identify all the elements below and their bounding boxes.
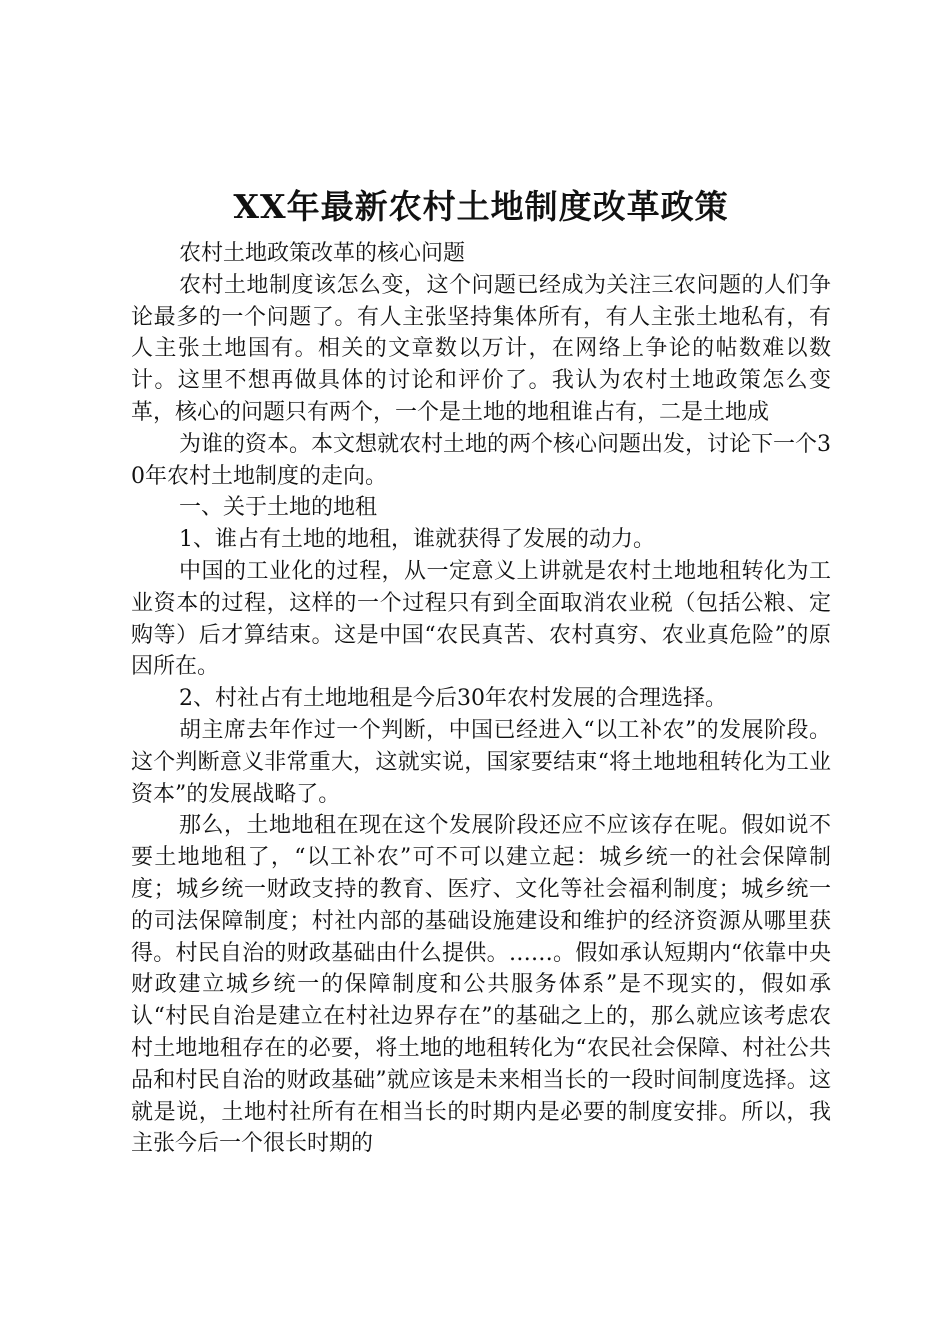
paragraph-intro: 农村土地制度该怎么变，这个问题已经成为关注三农问题的人们争论最多的一个问题了。有人主张坚持集体所有，有人主张土地私有，有人主张土地国有。相关的文章数以万计，在网络上争论的帖数难以数计。这里不想再做具体的讨论和评价了。我认为农村土地政策怎么变革，核心的问题只有两个，一个是土地的地租谁占有，二是土地成 [131,272,831,425]
paragraph-industrialization: 中国的工业化的过程，从一定意义上讲就是农村土地地租转化为工业资本的过程，这样的一个过程只有到全面取消农业税（包括公粮、定购等）后才算结束。这是中国“农民真苦、农村真穷、农业真危险”的原因所在。 [131,558,831,680]
section-heading-land-rent: 一、关于土地的地租 [179,495,378,521]
subheading-point-2: 2、村社占有土地地租是今后30年农村发展的合理选择。 [179,686,727,712]
document-body [131,184,831,1160]
paragraph-subtitle: 农村土地政策改革的核心问题 [179,241,466,266]
paragraph-land-rent-necessity: 那么，土地地租在现在这个发展阶段还应不应该存在呢。假如说不要土地地租了，“以工补农”可不可以建立起：城乡统一的社会保障制度；城乡统一财政支持的教育、医疗、文化等社会福利制度；城乡统一的司法保障制度；村社内部的基础设施建设和维护的经济资源从哪里获得。村民自治的财政基础由什么提供。……。假如承认短期内“依靠中央财政建立城乡统一的保障制度和公共服务体系”是不现实的，假如承认“村民自治是建立在村社边界存在”的基础之上的，那么就应该考虑农村土地地租存在的必要，将土地的地租转化为“农民社会保障、村社公共品和村民自治的财政基础”就应该是未来相当长的一段时间制度选择。这就是说，土地村社所有在相当长的时期内是必要的制度安排。所以，我主张今后一个很长时期的 [131,813,831,1157]
subheading-point-1: 1、谁占有土地的地租，谁就获得了发展的动力。 [179,527,655,553]
document-title: XX年最新农村土地制度改革政策 [233,187,729,226]
paragraph-intro-continued: 为谁的资本。本文想就农村土地的两个核心问题出发，讨论下一个30年农村土地制度的走向。 [131,431,831,489]
paragraph-development-stage: 胡主席去年作过一个判断，中国已经进入“以工补农”的发展阶段。这个判断意义非常重大，这就实说，国家要结束“将土地地租转化为工业资本”的发展战略了。 [131,717,831,807]
